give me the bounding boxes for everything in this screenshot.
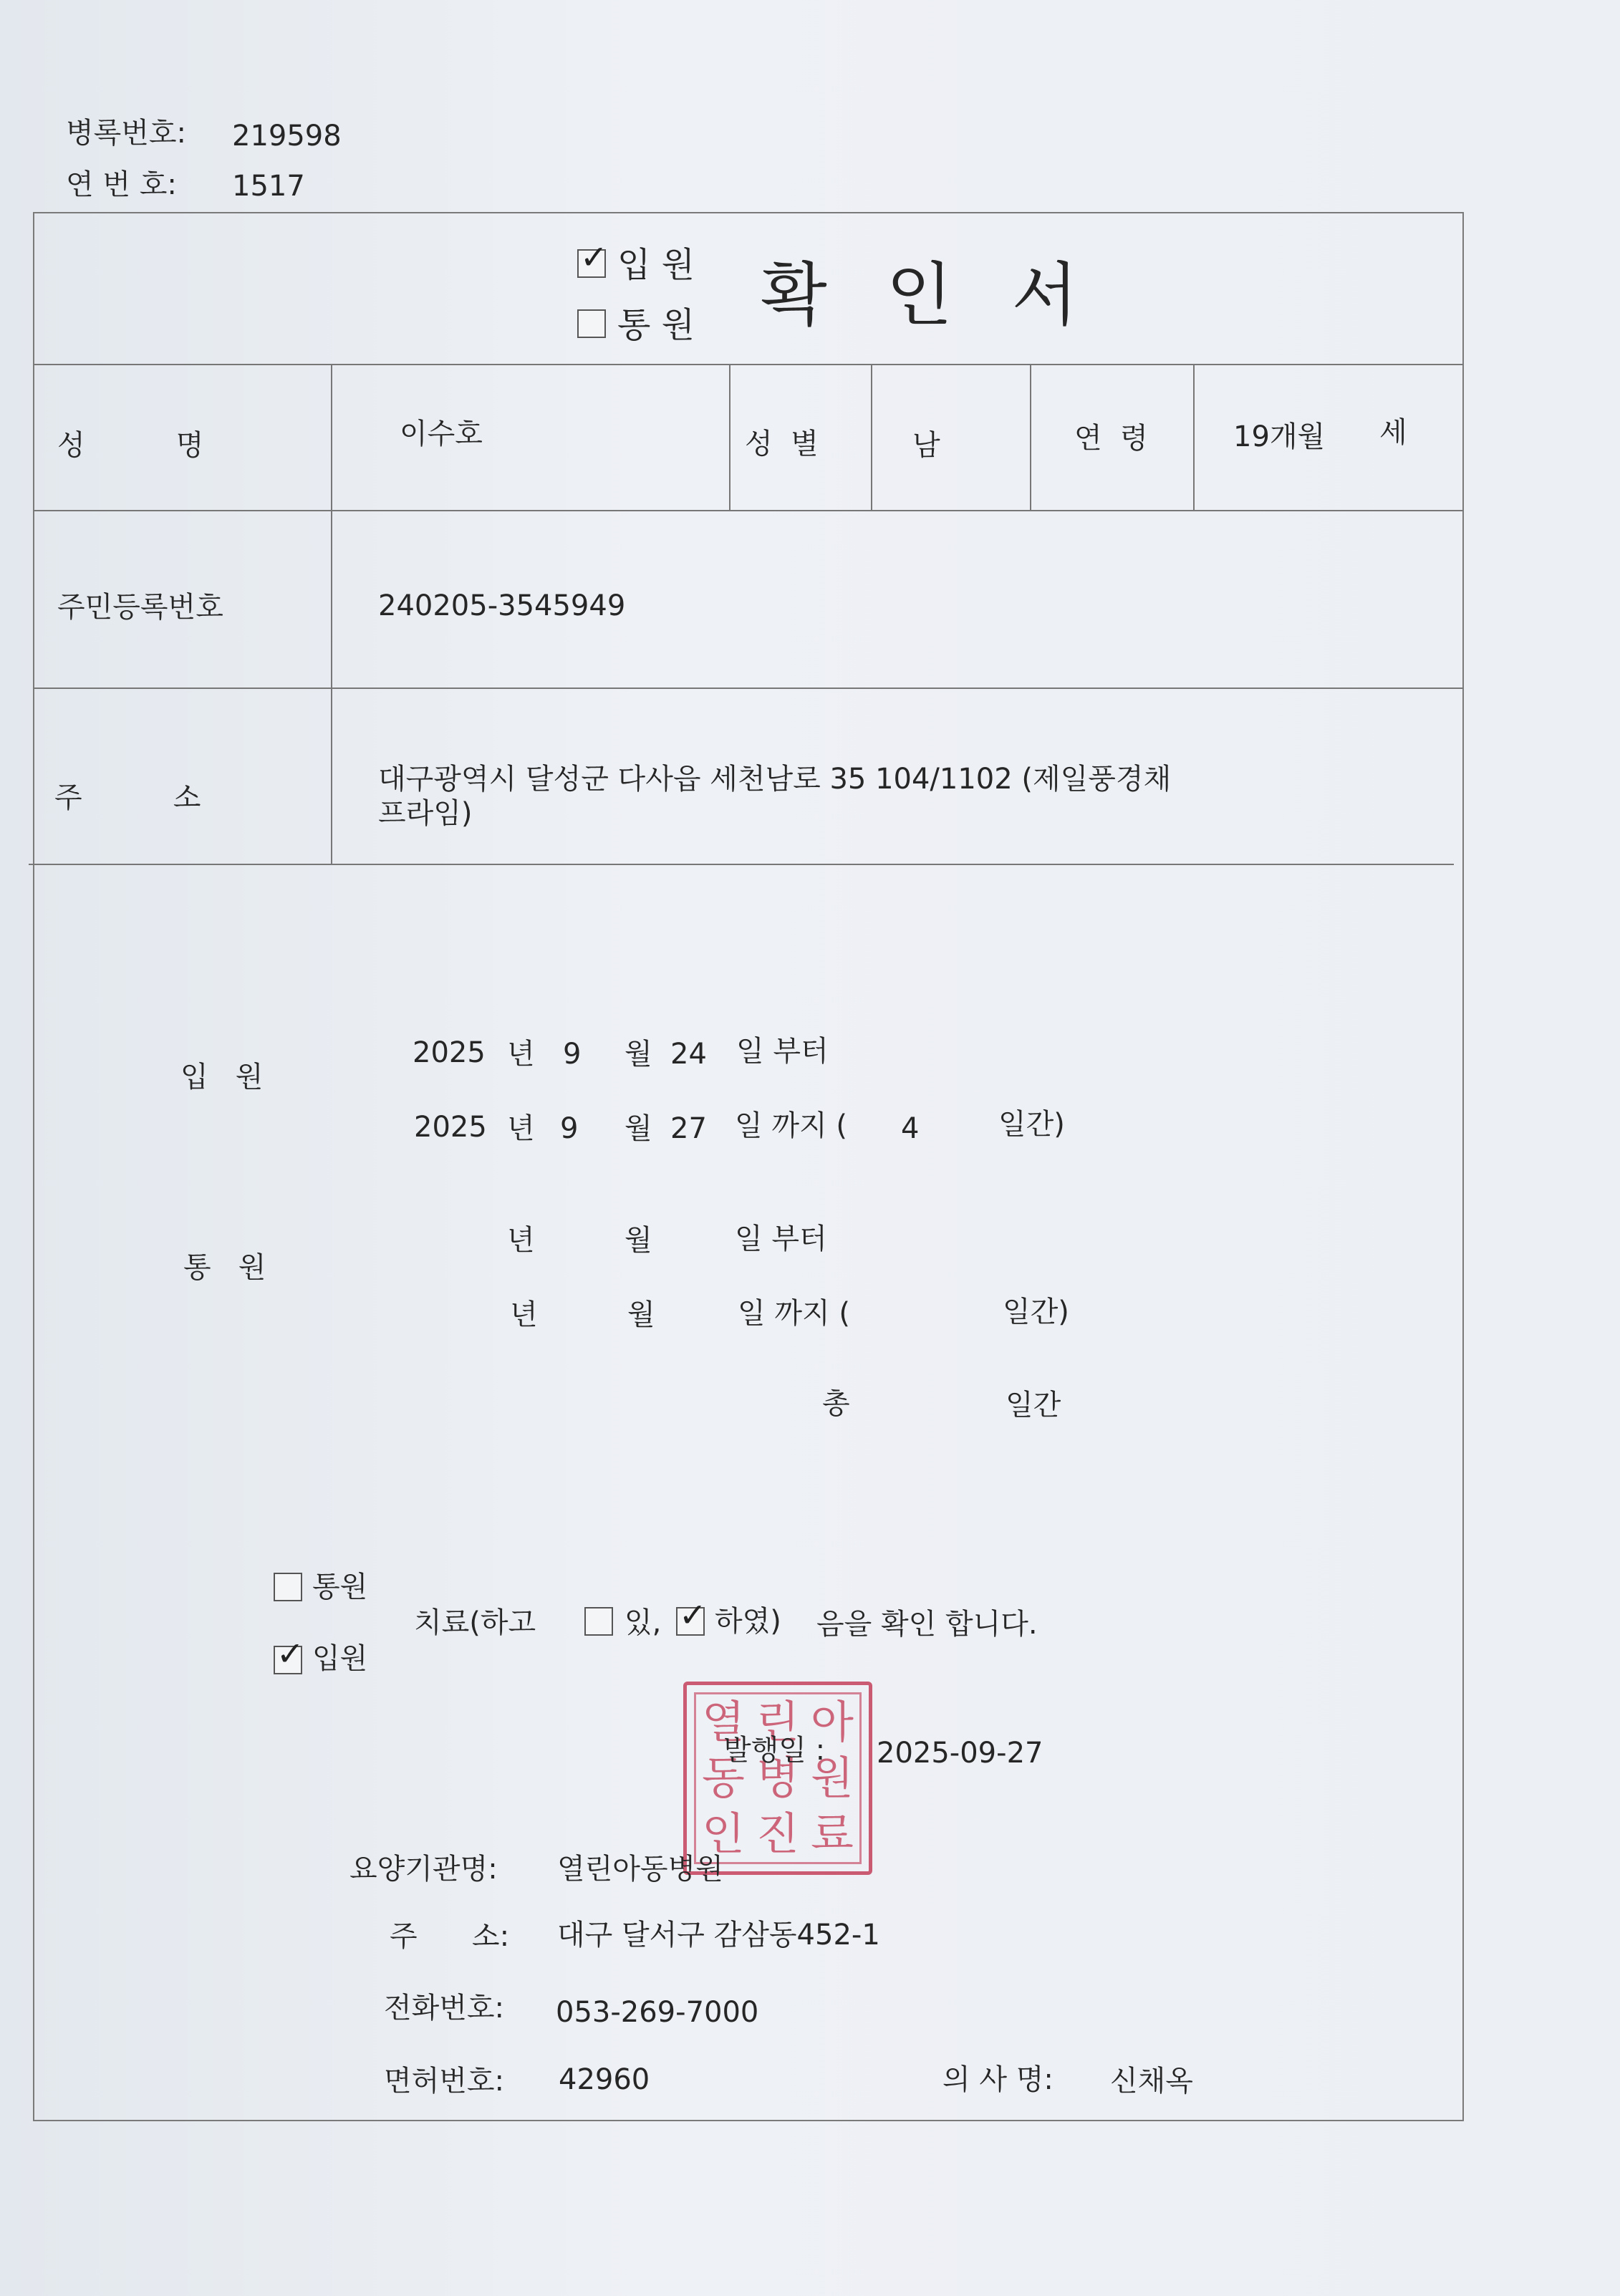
admit-start-month: 9 xyxy=(563,1038,582,1071)
age-label: 연 령 xyxy=(1074,422,1148,455)
patient-address-line2: 프라임) xyxy=(378,797,473,830)
rule-age-value xyxy=(1193,364,1195,510)
sex-label: 성 별 xyxy=(745,428,819,460)
seal-char: 인 xyxy=(702,1808,745,1860)
rule-label-column xyxy=(331,364,332,864)
hospital-seal xyxy=(683,1682,872,1875)
treat-suffix: 음을 확인 합니다. xyxy=(816,1608,1038,1641)
treated-checkbox[interactable]: ✓ xyxy=(676,1607,705,1636)
seal-char: 열 xyxy=(702,1696,745,1748)
outpatient-end-suffix: 일 까지 ( xyxy=(738,1297,850,1330)
admit-days: 4 xyxy=(901,1112,920,1145)
license-label: 면허번호: xyxy=(384,2065,505,2098)
admit-end-year-unit: 년 xyxy=(507,1112,535,1145)
institution-address: 대구 달서구 감삼동452-1 xyxy=(557,1919,880,1952)
patient-age: 19개월 xyxy=(1233,420,1326,453)
admit-end-day: 27 xyxy=(670,1112,707,1145)
serial-number-value: 1517 xyxy=(232,170,305,203)
patient-sex: 남 xyxy=(912,429,940,462)
rule-name-row xyxy=(33,510,1464,511)
institution-name-label: 요양기관명: xyxy=(349,1853,498,1886)
rule-sex-value xyxy=(871,364,872,510)
issue-date-label: 발행일 : xyxy=(723,1734,826,1767)
admit-end-suffix: 일 까지 ( xyxy=(735,1109,847,1142)
outpatient-checkbox-title[interactable] xyxy=(577,309,606,338)
admit-end-month-unit: 월 xyxy=(625,1112,652,1145)
rule-address-row xyxy=(29,864,1454,865)
doctor-name: 신채옥 xyxy=(1110,2065,1193,2098)
admit-end-year: 2025 xyxy=(414,1111,487,1144)
seal-char: 동 xyxy=(702,1752,745,1804)
confirm-admit-label: 입원 xyxy=(312,1642,368,1675)
title-option-admit: 입 원 xyxy=(617,245,695,285)
title-option-outpatient: 통 원 xyxy=(617,305,695,345)
period-outpatient-label: 통 원 xyxy=(183,1251,266,1284)
license-number: 42960 xyxy=(559,2063,650,2096)
name-label: 성 명 xyxy=(57,429,204,462)
total-label: 총 xyxy=(822,1387,850,1420)
rrn-label: 주민등록번호 xyxy=(57,591,223,624)
phone-number: 053-269-7000 xyxy=(556,1996,759,2029)
rule-sex-label xyxy=(729,364,731,510)
admit-start-day: 24 xyxy=(670,1038,707,1071)
outpatient-days-suffix: 일간) xyxy=(1003,1296,1069,1328)
patient-address-line1: 대구광역시 달성군 다사읍 세천남로 35 104/1102 (제일풍경채 xyxy=(378,763,1172,796)
address-label: 주 소 xyxy=(54,781,201,814)
admit-checkbox-title[interactable]: ✓ xyxy=(577,249,606,278)
record-number-label: 병록번호: xyxy=(66,117,187,150)
outpatient-end-year-unit: 년 xyxy=(510,1298,538,1331)
admit-start-year: 2025 xyxy=(413,1036,486,1069)
institution-name: 열린아동병원 xyxy=(557,1853,723,1886)
admit-start-suffix: 일 부터 xyxy=(736,1035,829,1068)
outpatient-start-year-unit: 년 xyxy=(507,1224,535,1257)
record-number-value: 219598 xyxy=(232,120,342,153)
patient-rrn: 240205-3545949 xyxy=(378,589,626,622)
outpatient-start-suffix: 일 부터 xyxy=(735,1222,827,1255)
seal-char: 린 xyxy=(756,1696,799,1748)
phone-label: 전화번호: xyxy=(384,1992,505,2025)
treating-checkbox[interactable] xyxy=(584,1607,613,1636)
seal-char: 료 xyxy=(811,1808,854,1860)
issue-date: 2025-09-27 xyxy=(877,1737,1043,1770)
confirm-outpatient-label: 통원 xyxy=(312,1571,368,1603)
admit-start-month-unit: 월 xyxy=(625,1038,652,1071)
institution-address-label: 주 소: xyxy=(390,1920,510,1953)
admit-days-suffix: 일간) xyxy=(998,1108,1065,1141)
document-title: 확 인 서 xyxy=(761,255,1097,335)
age-unit: 세 xyxy=(1379,416,1407,449)
total-suffix: 일간 xyxy=(1006,1389,1061,1422)
treating-label: 있, xyxy=(625,1606,662,1639)
admit-end-month: 9 xyxy=(560,1112,579,1145)
confirm-outpatient-checkbox[interactable] xyxy=(274,1573,302,1601)
outpatient-start-month-unit: 월 xyxy=(625,1224,652,1257)
treat-prefix: 치료(하고 xyxy=(414,1606,536,1639)
doctor-label: 의 사 명: xyxy=(942,2063,1054,2096)
treated-label: 하였) xyxy=(715,1605,781,1638)
serial-number-label: 연 번 호: xyxy=(66,168,177,201)
seal-char: 병 xyxy=(756,1752,799,1804)
seal-char: 아 xyxy=(811,1696,854,1748)
patient-name: 이수호 xyxy=(400,418,483,450)
admit-start-year-unit: 년 xyxy=(507,1038,535,1071)
rule-title xyxy=(33,364,1464,365)
rule-age-label xyxy=(1030,364,1031,510)
outpatient-end-month-unit: 월 xyxy=(627,1298,655,1331)
confirm-admit-checkbox[interactable]: ✓ xyxy=(274,1646,302,1674)
seal-char: 원 xyxy=(811,1752,854,1804)
seal-char: 진 xyxy=(756,1808,799,1860)
rule-rrn-row xyxy=(33,688,1464,689)
period-admit-label: 입 원 xyxy=(180,1061,264,1094)
